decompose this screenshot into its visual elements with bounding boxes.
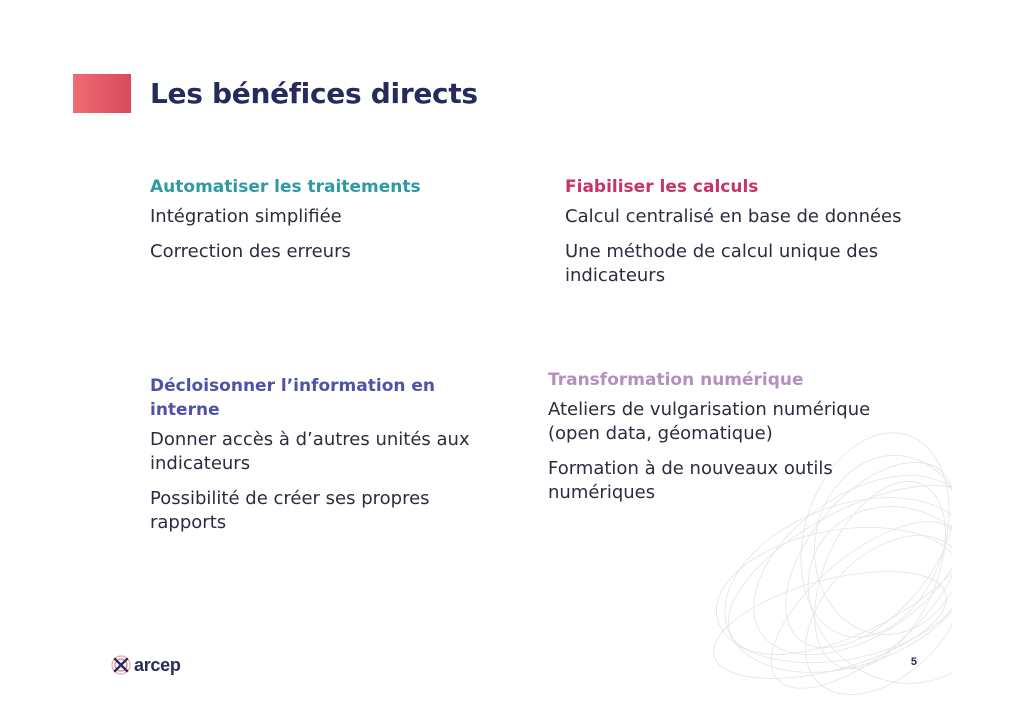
- section-item: Calcul centralisé en base de données: [565, 206, 902, 227]
- section-heading: Fiabiliser les calculs: [565, 177, 759, 197]
- section-item: Intégration simplifiée: [150, 206, 342, 227]
- section-item: Ateliers de vulgarisation numérique (open data, géomatique): [548, 399, 871, 444]
- logo-text: arcep: [134, 654, 181, 675]
- section-decloisonner: [150, 374, 480, 546]
- arcep-logo-icon: [110, 654, 132, 676]
- page-title: Les bénéfices directs: [150, 77, 478, 110]
- title-accent-bar: [73, 74, 131, 113]
- section-item: Formation à de nouveaux outils numériques: [548, 458, 833, 503]
- section-automatiser: [150, 175, 480, 275]
- section-heading: Décloisonner l’information en interne: [150, 376, 436, 420]
- page-number: 5: [910, 656, 917, 668]
- section-transformation: [548, 368, 893, 516]
- section-fiabiliser: [565, 175, 910, 299]
- section-heading: Automatiser les traitements: [150, 177, 421, 197]
- section-heading: Transformation numérique: [548, 370, 804, 390]
- section-item: Correction des erreurs: [150, 241, 351, 262]
- section-item: Une méthode de calcul unique des indicateurs: [565, 241, 879, 286]
- section-item: Possibilité de créer ses propres rapports: [150, 488, 430, 533]
- arcep-logo: [110, 652, 181, 678]
- section-item: Donner accès à d’autres unités aux indicateurs: [150, 429, 470, 474]
